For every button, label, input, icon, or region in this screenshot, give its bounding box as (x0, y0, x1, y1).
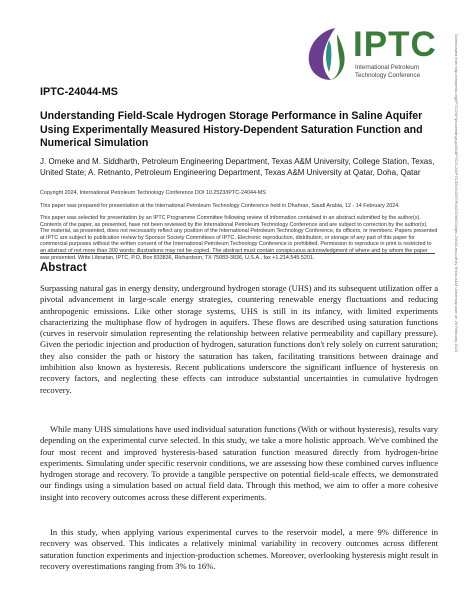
logo-subtitle: International Petroleum Technology Conference (355, 64, 421, 79)
section-divider (40, 253, 435, 254)
copyright-notice: Copyright 2024, International Petroleum Technology Conference DOI 10.2523/IPTC-24044-MS (40, 190, 266, 196)
paper-id: IPTC-24044-MS (40, 86, 119, 98)
disclaimer-notice: This paper was selected for presentation by an IPTC Programme Committee following review of information contained in an abstract submitted by the author(s). Contents of the paper, as presented, have not been reviewed by the International Petroleum Technology Conference and are subject to correction by the author(s). The material, as presented, does not necessarily reflect any position of the International Petroleum Technology Conference, its officers, or members. Papers presented at IPTC are subject to publication review by Sponsor Society Committees of IPTC. Electronic reproduction, distribution, or storage of any part of this paper for commercial purposes without the written consent of the International Petroleum Technology Conference is prohibited. Permission to reproduce in print is restricted to an abstract of not more than 300 words; illustrations may not be copied. The abstract must contain conspicuous acknowledgment of where and by whom the paper was presented. Write Librarian, IPTC, P.O. Box 833836, Richardson, TX 75083-3836, U.S.A., fax +1.214.545.5201. (40, 215, 438, 261)
authors-line-2: United State; A. Retnanto, Petroleum Engineering Department, Texas A&M University at Qatar, Doha, Qatar (40, 168, 421, 177)
paper-title: Understanding Field-Scale Hydrogen Storage Performance in Saline Aquifer Using Experimentally Measured History-Dependent Saturation Function and Numerical Simulation (40, 110, 423, 149)
prepared-notice: This paper was prepared for presentation at the International Petroleum Technology Conference held in Dhahran, Saudi Arabia, 12 - 14 February 2024. (40, 203, 400, 209)
iptc-logo (305, 26, 437, 84)
authors (40, 156, 440, 178)
abstract-paragraph-3: In this study, when applying various experimental curves to the reservoir model, a mere 9% difference in recovery was observed. This indicates a relatively minimal variability in recovery outcomes across different saturation function experiments and injection-production schemes. Moreover, overlooking hysteresis might result in recovery overestimations ranging from 3% to 16%. (40, 527, 438, 571)
logo-wordmark: IPTC (353, 25, 437, 64)
abstract-paragraph-2: While many UHS simulations have used individual saturation functions (With or without hysteresis), results vary depending on the experimental curve selected. In this study, we take a more holistic approach. We've combined the four most recent and improved hysteresis-based saturation function measured directly from hydrogen-brine experiments. Simulating under specific reservoir conditions, we are assessing how these combined curves influence hydrogen storage and recovery. To provide a tangible perspective on potential field-scale effects, we demonstrated our findings using a simulation based on actual field data. Through this method, we aim to offer a more cohesive insight into recovery outcomes across these different experiments. (40, 424, 438, 502)
authors-line-1: J. Omeke and M. Siddharth, Petroleum Engineering Department, Texas A&M University, College Station, Texas, (40, 157, 435, 166)
iptc-droplet-logo-icon (305, 26, 353, 82)
download-watermark: Downloaded from http://onepetro.org/IPTCONF/proceedings-pdf/24IPTC/3-24IPTC/D031S097R002/3366234/iptc-24044-ms.pdf by Texas A&M University user on 26 February 2024 (454, 34, 459, 353)
abstract-heading: Abstract (40, 262, 87, 274)
abstract-paragraph-1: Surpassing natural gas in energy density, underground hydrogen storage (UHS) and its subsequent utilization offer a pivotal advancement in large-scale energy strategies, countering renewable energy fluctuations and reducing anthropogenic emissions. Like other storage systems, UHS is still in its infancy, with limited experiments characterizing the multiphase flow of hydrogen in aquifers. These flows are described using saturation functions (curves in reservoir simulation representing the relationship between relative permeability and capillary pressure). Given the periodic injection and production of hydrogen, saturation functions don't rely solely on current saturation; they also consider the path or history the saturation has taken, facilitating transitions between drainage and imbibition also known as hysteresis. Recent publications underscore the significant influence of hysteresis on recovery factors, and neglecting these effects can introduce substantial uncertainties in cumulative hydrogen recovery. (40, 283, 438, 395)
